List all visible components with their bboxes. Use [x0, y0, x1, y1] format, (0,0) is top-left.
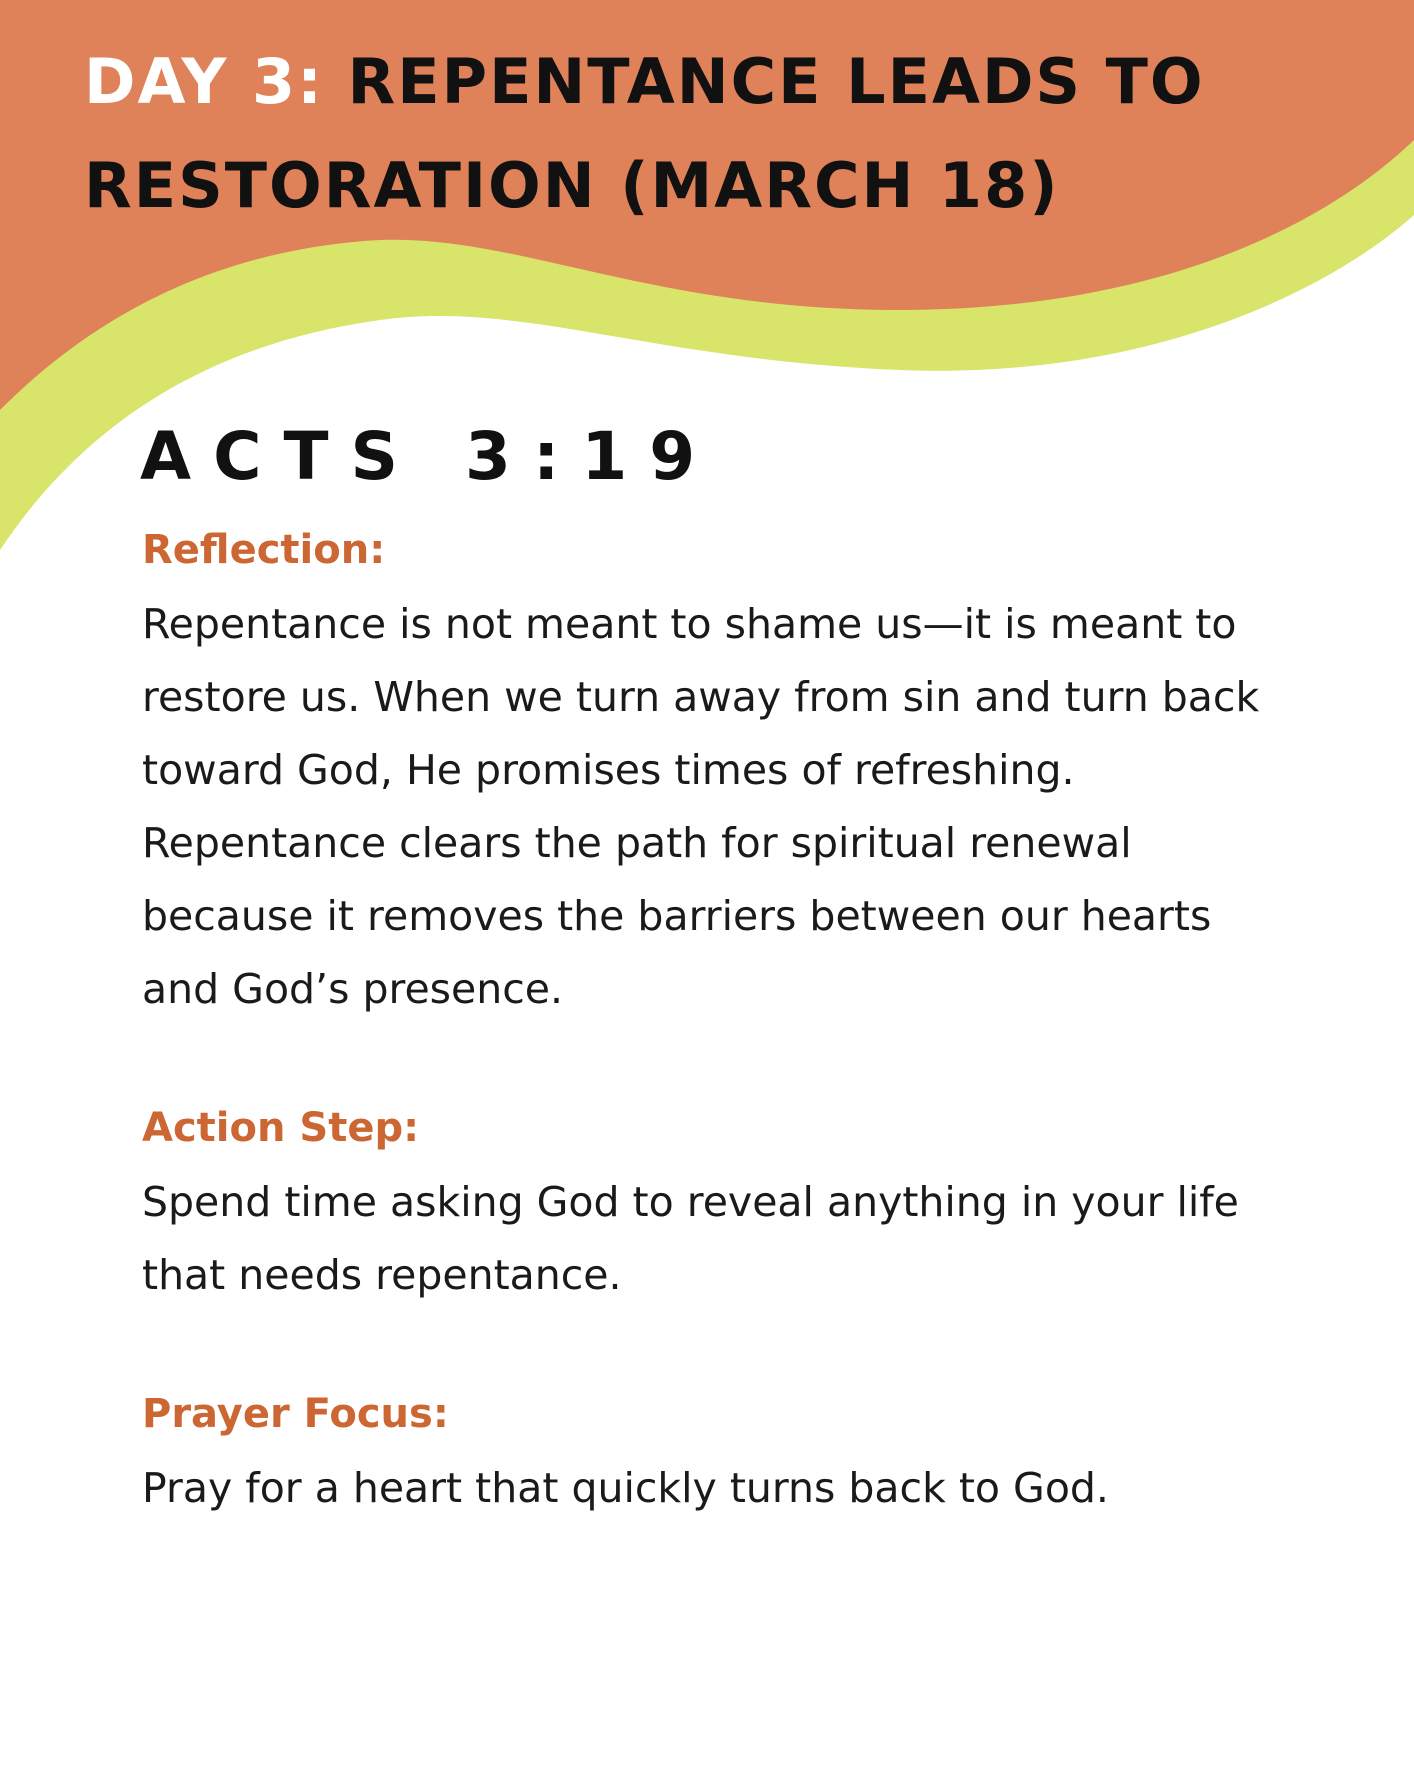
action-step-section	[142, 1098, 1292, 1312]
verse-reference: ACTS 3:19	[140, 418, 718, 495]
prayer-focus-heading: Prayer Focus:	[142, 1391, 449, 1437]
title-text: REPENTANCE LEADS TO RESTORATION (MARCH 18)	[84, 45, 1205, 222]
action-step-body: Spend time asking God to reveal anything in your life that needs repentance.	[142, 1178, 1239, 1299]
prayer-focus-body: Pray for a heart that quickly turns back to God.	[142, 1464, 1109, 1512]
reflection-section	[142, 520, 1292, 1026]
page-title	[84, 30, 1284, 238]
devotional-content	[142, 520, 1292, 1597]
reflection-heading: Reflection:	[142, 527, 386, 573]
day-label: DAY 3:	[84, 45, 324, 118]
action-step-heading: Action Step:	[142, 1105, 420, 1151]
reflection-body: Repentance is not meant to shame us—it is meant to restore us. When we turn away from sin and turn back toward God, He promises times of refreshing. Repentance clears the path for spiritual renewal because it removes the barriers between our hearts and God’s presence.	[142, 600, 1260, 1013]
prayer-focus-section	[142, 1384, 1292, 1525]
